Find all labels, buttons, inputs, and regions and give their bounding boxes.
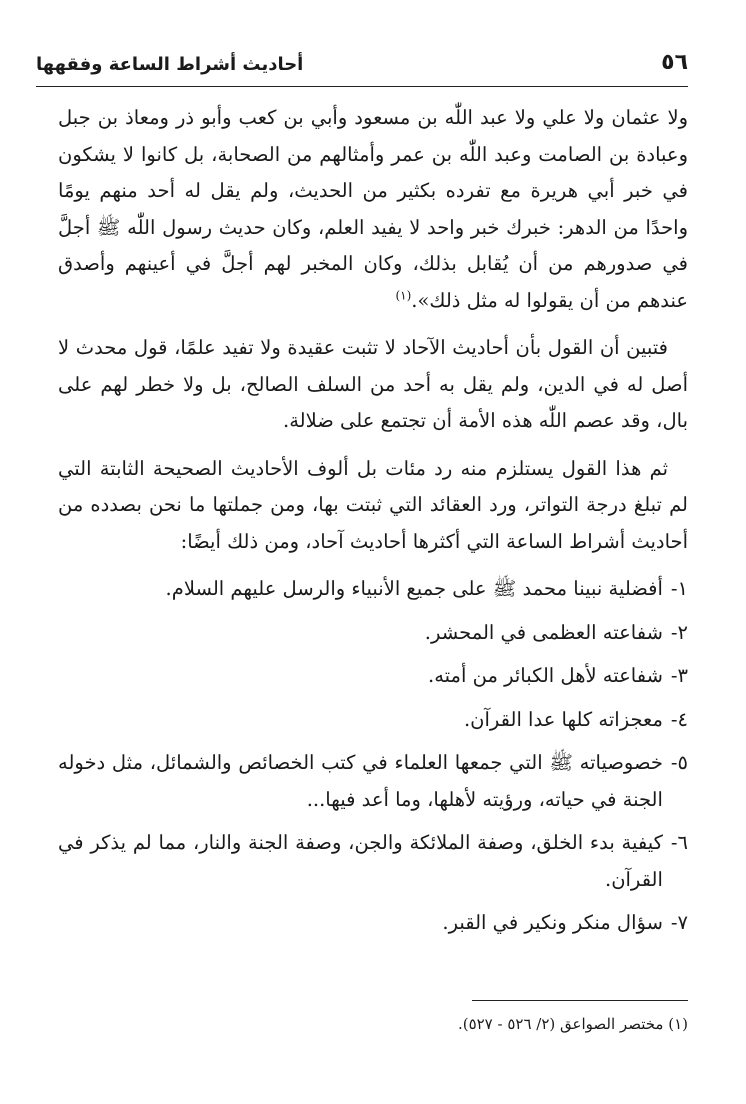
- list-number: ٢-: [670, 620, 688, 644]
- list-item: [58, 825, 688, 898]
- list-item: [58, 905, 688, 942]
- page-number: ٥٦: [661, 50, 688, 75]
- list-item: [58, 702, 688, 739]
- numbered-list: [58, 571, 688, 942]
- list-item: [58, 615, 688, 652]
- list-text: شفاعته العظمى في المحشر.: [424, 620, 663, 644]
- page-body: [58, 100, 688, 949]
- footnote: (١) مختصر الصواعق (٢/ ٥٢٦ - ٥٢٧).: [457, 1015, 688, 1033]
- list-number: ١-: [670, 577, 688, 600]
- list-number: ٦-: [670, 831, 688, 854]
- list-text: شفاعته لأهل الكبائر من أمته.: [428, 664, 663, 687]
- list-number: ٧-: [670, 911, 688, 934]
- page-header: [36, 52, 688, 87]
- list-item: [58, 571, 688, 608]
- list-number: ٣-: [670, 664, 688, 687]
- paragraph-3: [58, 451, 688, 561]
- footnote-reference: (١): [395, 288, 412, 302]
- list-number: ٤-: [670, 707, 688, 731]
- list-text: معجزاته كلها عدا القرآن.: [463, 707, 663, 731]
- running-title: أحاديث أشراط الساعة وفقهها: [36, 54, 304, 75]
- paragraph-2: [58, 330, 688, 440]
- list-text: كيفية بدء الخلق، وصفة الملائكة والجن، وصفة الجنة والنار، مما لم يذكر في القرآن.: [58, 831, 663, 891]
- paragraph-text: فتبين أن القول بأن أحاديث الآحاد لا تثبت عقيدة ولا تفيد علمًا، قول محدث لا أصل له في الدين، ولم يقل به أحد من السلف الصالح، بل ولا خطر لهم على بال، وقد عصم اللّٰه هذه الأمة أن تجتمع على ضلالة.: [58, 336, 688, 432]
- footnote-divider: [472, 1000, 688, 1001]
- list-number: ٥-: [670, 751, 688, 774]
- list-text: أفضلية نبينا محمد ﷺ على جميع الأنبياء والرسل عليهم السلام.: [165, 577, 663, 600]
- paragraph-text: ولا عثمان ولا علي ولا عبد اللّٰه بن مسعود وأبي بن كعب وأبو ذر ومعاذ بن جبل وعبادة بن الصامت وعبد اللّٰه بن عمر وأمثالهم من الصحابة، بل كانوا لا يشكون في خبر أبي هريرة مع تفرده بكثير من الحديث، ولم يقل له أحد منهم يومًا واحدًا من الدهر: خبرك خبر واحد لا يفيد العلم، وكان حديث رسول اللّٰه ﷺ أجلَّ في صدورهم من أن يُقابل بذلك، وكان المخبر لهم أجلَّ في أعينهم وأصدق عندهم من أن يقولوا له مثل ذلك».: [58, 106, 688, 312]
- list-item: [58, 745, 688, 818]
- list-item: [58, 658, 688, 695]
- paragraph-1: [58, 100, 688, 319]
- paragraph-text: ثم هذا القول يستلزم منه رد مئات بل ألوف الأحاديث الصحيحة الثابتة التي لم تبلغ درجة التواتر، ورد العقائد التي ثبتت بها، ومن جملتها ما نحن بصدده من أحاديث أشراط الساعة التي أكثرها أحاديث آحاد، ومن ذلك أيضًا:: [58, 456, 688, 553]
- list-text: سؤال منكر ونكير في القبر.: [442, 911, 663, 934]
- list-text: خصوصياته ﷺ التي جمعها العلماء في كتب الخصائص والشمائل، مثل دخوله الجنة في حياته، ورؤيته لأهلها، وما أعد فيها...: [58, 751, 663, 811]
